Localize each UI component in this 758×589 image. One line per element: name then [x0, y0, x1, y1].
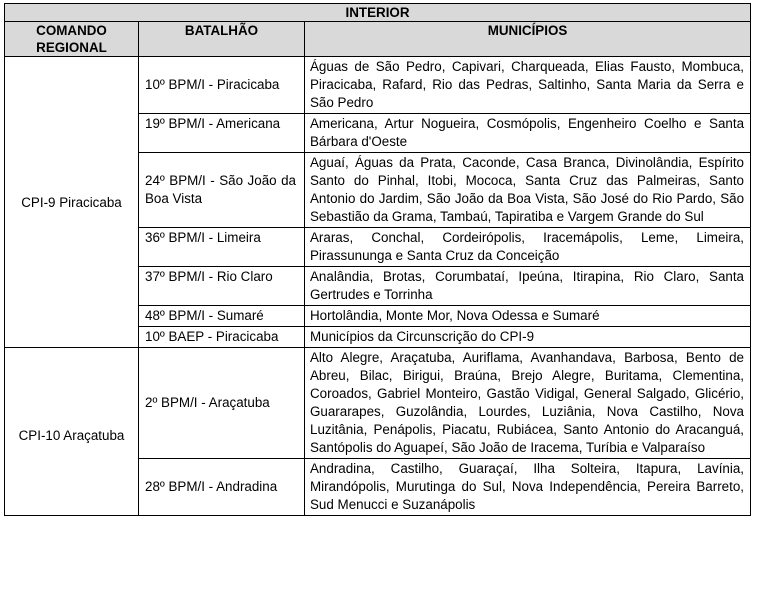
municipios-cell: Aguaí, Águas da Prata, Caconde, Casa Branca, Divinolândia, Espírito Santo do Pinhal, Itobi, Mococa, Santa Cruz das Palmeiras, Santo Antonio do Jardim, São João da Boa Vista, São José do Rio Pardo, São Sebastião da Grama, Tambaú, Tapiratiba e Vargem Grande do Sul	[305, 153, 751, 228]
table-row	[5, 57, 751, 114]
header-comando: COMANDO REGIONAL	[5, 22, 139, 57]
batalhao-cell: 10º BAEP - Piracicaba	[139, 327, 305, 348]
title-row	[5, 4, 751, 22]
batalhao-cell: 19º BPM/I - Americana	[139, 114, 305, 153]
header-municipios: MUNICÍPIOS	[305, 22, 751, 57]
municipios-cell: Araras, Conchal, Cordeirópolis, Iracemápolis, Leme, Limeira, Pirassununga e Santa Cruz da Conceição	[305, 228, 751, 267]
comando-cpi-10: CPI-10 Araçatuba	[5, 348, 139, 516]
batalhao-cell: 36º BPM/I - Limeira	[139, 228, 305, 267]
batalhao-cell: 48º BPM/I - Sumaré	[139, 306, 305, 327]
table-row	[5, 348, 751, 459]
regional-command-table	[4, 3, 751, 516]
table-title: INTERIOR	[5, 4, 751, 22]
municipios-cell: Hortolândia, Monte Mor, Nova Odessa e Sumaré	[305, 306, 751, 327]
batalhao-cell: 2º BPM/I - Araçatuba	[139, 348, 305, 459]
batalhao-cell: 28º BPM/I - Andradina	[139, 459, 305, 516]
header-row	[5, 22, 751, 57]
batalhao-cell: 24º BPM/I - São João da Boa Vista	[139, 153, 305, 228]
municipios-cell: Andradina, Castilho, Guaraçaí, Ilha Solteira, Itapura, Lavínia, Mirandópolis, Murutinga do Sul, Nova Independência, Pereira Barreto, Sud Menucci e Suzanápolis	[305, 459, 751, 516]
municipios-cell: Analândia, Brotas, Corumbataí, Ipeúna, Itirapina, Rio Claro, Santa Gertrudes e Torrinha	[305, 267, 751, 306]
municipios-cell: Municípios da Circunscrição do CPI-9	[305, 327, 751, 348]
batalhao-cell: 10º BPM/I - Piracicaba	[139, 57, 305, 114]
municipios-cell: Alto Alegre, Araçatuba, Auriflama, Avanhandava, Barbosa, Bento de Abreu, Bilac, Birigui, Braúna, Brejo Alegre, Buritama, Clementina, Coroados, Gabriel Monteiro, Gastão Vidigal, General Salgado, Glicério, Guararapes, Guzolândia, Lourdes, Luziânia, Nova Castilho, Nova Luzitânia, Penápolis, Piacatu, Rubiácea, Santo Antonio do Aracanguá, Santópolis do Aguapeí, São João de Iracema, Turíbia e Valparaíso	[305, 348, 751, 459]
comando-cpi-9: CPI-9 Piracicaba	[5, 57, 139, 348]
batalhao-cell: 37º BPM/I - Rio Claro	[139, 267, 305, 306]
municipios-cell: Americana, Artur Nogueira, Cosmópolis, Engenheiro Coelho e Santa Bárbara d'Oeste	[305, 114, 751, 153]
header-batalhao: BATALHÃO	[139, 22, 305, 57]
municipios-cell: Águas de São Pedro, Capivari, Charqueada, Elias Fausto, Mombuca, Piracicaba, Rafard, Rio das Pedras, Saltinho, Santa Maria da Serra e São Pedro	[305, 57, 751, 114]
